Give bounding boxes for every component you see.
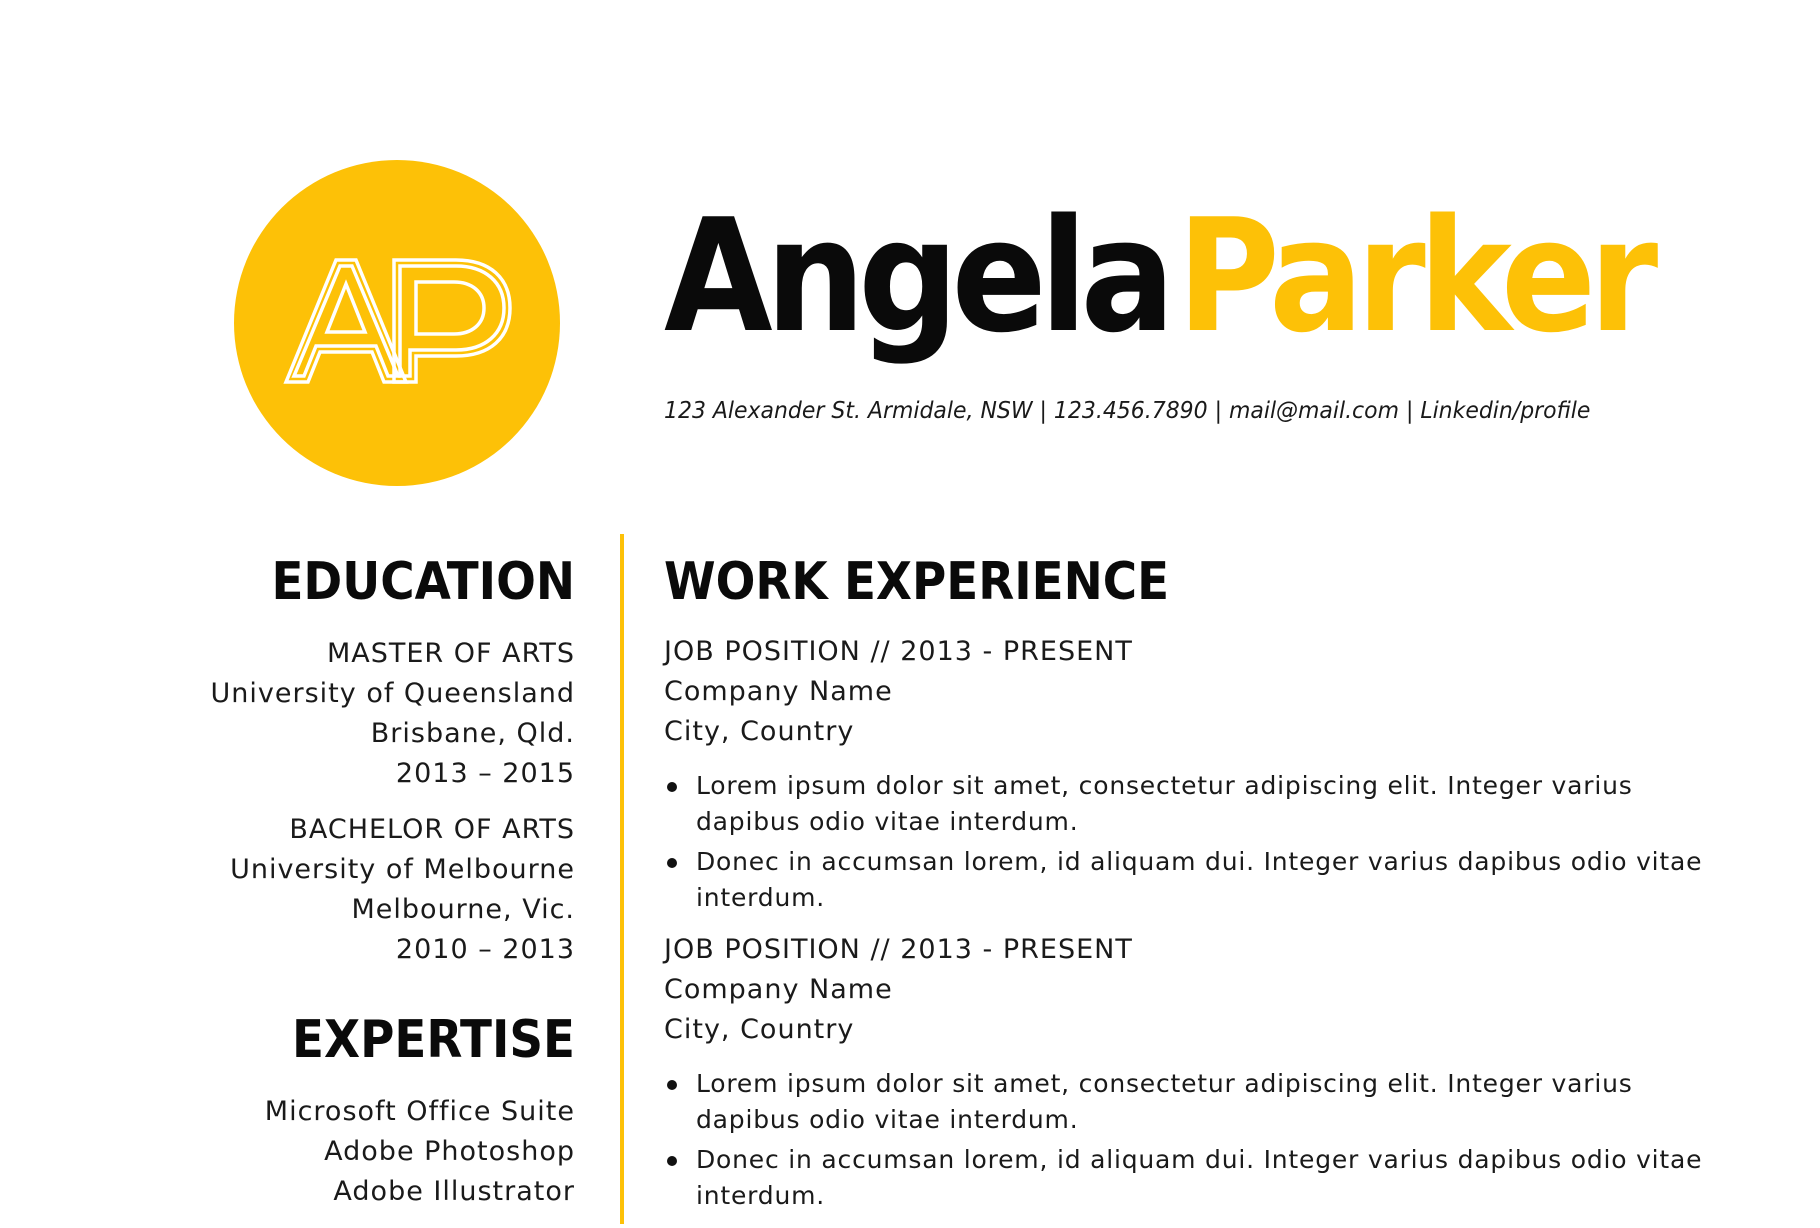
monogram-initials-icon: [234, 160, 560, 486]
full-name: [664, 185, 1651, 367]
expertise-item: Microsoft Office Suite: [264, 1096, 575, 1127]
job-entry: [664, 632, 1764, 916]
job-bullets: [664, 1066, 1764, 1214]
expertise-list: [155, 1092, 575, 1212]
study-years: 2013 – 2015: [395, 758, 575, 789]
expertise-heading: EXPERTISE: [292, 1010, 575, 1070]
school: University of Queensland: [210, 678, 575, 709]
job-entry: [664, 930, 1764, 1214]
job-position: JOB POSITION // 2013 - PRESENT: [664, 636, 1133, 667]
expertise-item: Adobe Illustrator: [333, 1176, 575, 1207]
right-column: [664, 552, 1764, 1228]
bullet-item: Lorem ipsum dolor sit amet, consectetur adipiscing elit. Integer varius dapibus odio vitae interdum.: [664, 1066, 1716, 1138]
degree: BACHELOR OF ARTS: [289, 814, 575, 845]
left-column: [155, 552, 575, 1212]
education-heading: EDUCATION: [271, 552, 575, 612]
bullet-item: Donec in accumsan lorem, id aliquam dui. Integer varius dapibus odio vitae interdum.: [664, 1142, 1716, 1214]
education-item: [155, 634, 575, 794]
job-location: City, Country: [664, 1014, 855, 1045]
job-bullets: [664, 768, 1764, 916]
contact-line: 123 Alexander St. Armidale, NSW | 123.456.7890 | mail@mail.com | Linkedin/profile: [664, 398, 1591, 424]
expertise-item: Adobe Photoshop: [324, 1136, 575, 1167]
degree: MASTER OF ARTS: [326, 638, 575, 669]
first-name: Angela: [664, 185, 1169, 367]
company-name: Company Name: [664, 676, 893, 707]
bullet-item: Lorem ipsum dolor sit amet, consectetur adipiscing elit. Integer varius dapibus odio vitae interdum.: [664, 768, 1716, 840]
last-name: Parker: [1177, 185, 1651, 367]
job-location: City, Country: [664, 716, 855, 747]
company-name: Company Name: [664, 974, 893, 1005]
school-location: Brisbane, Qld.: [370, 718, 575, 749]
job-position: JOB POSITION // 2013 - PRESENT: [664, 934, 1133, 965]
monogram-logo: [234, 160, 560, 486]
bullet-item: Donec in accumsan lorem, id aliquam dui. Integer varius dapibus odio vitae interdum.: [664, 844, 1716, 916]
study-years: 2010 – 2013: [395, 934, 575, 965]
work-experience-heading: WORK EXPERIENCE: [664, 552, 1170, 612]
school: University of Melbourne: [230, 854, 575, 885]
school-location: Melbourne, Vic.: [351, 894, 575, 925]
column-divider: [620, 534, 624, 1224]
education-item: [155, 810, 575, 970]
